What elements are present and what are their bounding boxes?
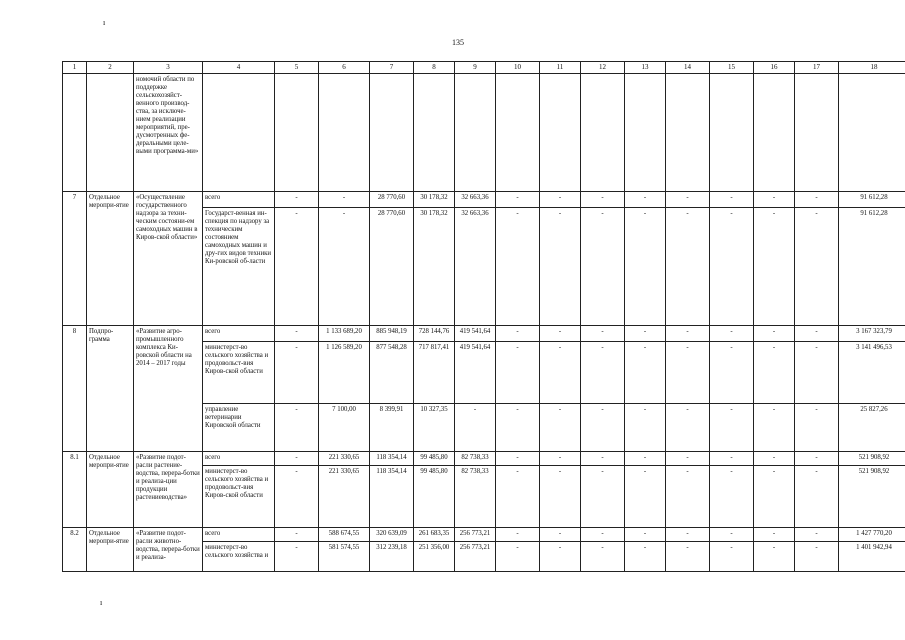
value-cell: 1 126 589,20 [319, 342, 370, 404]
value-cell: - [710, 342, 754, 404]
value-cell: 7 100,00 [319, 404, 370, 452]
value-cell: - [275, 466, 319, 528]
executor-cell: всего [203, 528, 275, 542]
value-cell: - [666, 192, 710, 208]
column-header: 6 [319, 62, 370, 74]
column-header: 8 [414, 62, 455, 74]
value-cell: 717 817,41 [414, 342, 455, 404]
value-cell: - [625, 452, 666, 466]
column-header: 18 [839, 62, 905, 74]
value-cell: - [710, 466, 754, 528]
total-cell: 91 612,28 [839, 208, 905, 326]
value-cell: - [540, 466, 581, 528]
column-header: 11 [540, 62, 581, 74]
executor-cell: всего [203, 192, 275, 208]
column-header: 3 [134, 62, 203, 74]
value-cell: - [710, 326, 754, 342]
total-cell: 3 167 323,79 [839, 326, 905, 342]
value-cell: - [581, 528, 625, 542]
value-cell: - [496, 326, 540, 342]
value-cell: - [275, 192, 319, 208]
value-cell: 256 773,21 [455, 528, 496, 542]
value-cell: - [666, 208, 710, 326]
total-cell: 25 827,26 [839, 404, 905, 452]
value-cell: - [496, 466, 540, 528]
value-cell: 877 548,28 [370, 342, 414, 404]
column-number-row [63, 62, 905, 74]
value-cell: - [795, 542, 839, 572]
value-cell: - [625, 326, 666, 342]
scan-mark: ı [103, 18, 106, 27]
value-cell: - [795, 528, 839, 542]
value-cell: 885 948,19 [370, 326, 414, 342]
column-header: 13 [625, 62, 666, 74]
row-type: Подпро-грамма [87, 326, 134, 452]
value-cell: - [275, 326, 319, 342]
value-cell: - [581, 208, 625, 326]
value-cell: - [710, 452, 754, 466]
value-cell: - [625, 342, 666, 404]
value-cell: 82 738,33 [455, 452, 496, 466]
executor-cell: Государст-венная ин-спекция по надзору за техническим состоянием самоходных машин и дру-гих видов техники Ки-ровской об-ласти [203, 208, 275, 326]
row-number: 8.2 [63, 528, 87, 572]
column-header: 4 [203, 62, 275, 74]
value-cell: - [275, 542, 319, 572]
value-cell: - [710, 404, 754, 452]
value-cell: - [496, 342, 540, 404]
value-cell: 419 541,64 [455, 326, 496, 342]
row-name: «Развитие подот-расли животно-водства, перера-ботки и реализа- [134, 528, 203, 572]
value-cell: - [540, 542, 581, 572]
column-header: 9 [455, 62, 496, 74]
value-cell: 728 144,76 [414, 326, 455, 342]
value-cell: - [455, 404, 496, 452]
value-cell: - [540, 528, 581, 542]
value-cell: 419 541,64 [455, 342, 496, 404]
value-cell: - [754, 528, 795, 542]
value-cell: - [625, 466, 666, 528]
value-cell: 32 663,36 [455, 208, 496, 326]
value-cell: - [275, 342, 319, 404]
value-cell: - [795, 452, 839, 466]
column-header: 1 [63, 62, 87, 74]
page-number: 135 [452, 38, 464, 47]
total-cell: 1 427 770,20 [839, 528, 905, 542]
value-cell: - [710, 192, 754, 208]
value-cell: - [625, 528, 666, 542]
value-cell: 30 178,32 [414, 192, 455, 208]
scan-mark: ı [100, 598, 103, 607]
value-cell: 581 574,55 [319, 542, 370, 572]
executor-cell: министерст-во сельского хозяйства и продовольст-вия Киров-ской области [203, 466, 275, 528]
value-cell: 312 239,18 [370, 542, 414, 572]
total-cell: 3 141 496,53 [839, 342, 905, 404]
value-cell: - [319, 192, 370, 208]
value-cell: - [275, 208, 319, 326]
total-cell: 521 908,92 [839, 466, 905, 528]
value-cell: - [540, 326, 581, 342]
column-header: 16 [754, 62, 795, 74]
value-cell: - [540, 208, 581, 326]
row-type: Отдельное меропри-ятие [87, 528, 134, 572]
value-cell: - [666, 542, 710, 572]
value-cell: 221 330,65 [319, 466, 370, 528]
table-row [63, 192, 905, 208]
value-cell: - [581, 326, 625, 342]
value-cell: - [540, 404, 581, 452]
column-header: 12 [581, 62, 625, 74]
executor-cell: министерст-во сельского хозяйства и продовольст-вия Киров-ской области [203, 342, 275, 404]
value-cell: - [496, 404, 540, 452]
value-cell: - [754, 326, 795, 342]
value-cell: 10 327,35 [414, 404, 455, 452]
total-cell: 1 401 942,94 [839, 542, 905, 572]
row-name: «Развитие агро-промышленного комплекса Ки-ровской области на 2014 – 2017 годы [134, 326, 203, 452]
value-cell: - [275, 452, 319, 466]
table-row [63, 452, 905, 466]
value-cell: 32 663,36 [455, 192, 496, 208]
column-header: 7 [370, 62, 414, 74]
row-number: 8 [63, 326, 87, 452]
row-type: Отдельное меропри-ятие [87, 452, 134, 528]
value-cell: 30 178,32 [414, 208, 455, 326]
value-cell: - [666, 326, 710, 342]
value-cell: 8 399,91 [370, 404, 414, 452]
value-cell: - [275, 404, 319, 452]
value-cell: 320 639,09 [370, 528, 414, 542]
row-number: 7 [63, 192, 87, 326]
column-header: 15 [710, 62, 754, 74]
executor-cell: управление ветеринарии Кировской области [203, 404, 275, 452]
value-cell: 118 354,14 [370, 452, 414, 466]
value-cell: - [275, 528, 319, 542]
column-header: 2 [87, 62, 134, 74]
value-cell: - [496, 528, 540, 542]
column-header: 5 [275, 62, 319, 74]
value-cell: - [581, 466, 625, 528]
continuation-name-cell: номочий области по поддержке сельскохозяйст-венного производ-ства, за исключе-нием реализации мероприятий, пре-дусмотренных фе-деральными целе-выми программа-ми» [134, 74, 203, 192]
row-name: «Развитие подот-расли растение-водства, перера-ботки и реализа-ции продукции растениеводства» [134, 452, 203, 528]
value-cell: - [581, 542, 625, 572]
value-cell: - [666, 342, 710, 404]
executor-cell: всего [203, 452, 275, 466]
value-cell: 221 330,65 [319, 452, 370, 466]
value-cell: - [666, 404, 710, 452]
total-cell: 91 612,28 [839, 192, 905, 208]
value-cell: - [795, 404, 839, 452]
value-cell: 28 770,60 [370, 208, 414, 326]
value-cell: 588 674,55 [319, 528, 370, 542]
value-cell: - [625, 208, 666, 326]
executor-cell: всего [203, 326, 275, 342]
value-cell: - [754, 452, 795, 466]
table-row [63, 326, 905, 342]
value-cell: - [540, 342, 581, 404]
value-cell: - [754, 542, 795, 572]
value-cell: - [540, 192, 581, 208]
value-cell: - [795, 326, 839, 342]
value-cell: 99 485,80 [414, 466, 455, 528]
value-cell: 28 770,60 [370, 192, 414, 208]
column-header: 14 [666, 62, 710, 74]
value-cell: - [625, 542, 666, 572]
value-cell: 82 738,33 [455, 466, 496, 528]
value-cell: - [754, 404, 795, 452]
value-cell: - [666, 528, 710, 542]
value-cell: 118 354,14 [370, 466, 414, 528]
value-cell: - [754, 192, 795, 208]
value-cell: - [795, 342, 839, 404]
value-cell: - [496, 542, 540, 572]
value-cell: - [319, 208, 370, 326]
row-name: «Осуществление государственного надзора за техни-ческим состояни-ем самоходных машин в Киров-ской области» [134, 192, 203, 326]
value-cell: - [754, 342, 795, 404]
executor-cell: министерст-во сельского хозяйства и [203, 542, 275, 572]
row-number: 8.1 [63, 452, 87, 528]
column-header: 17 [795, 62, 839, 74]
value-cell: - [581, 192, 625, 208]
value-cell: - [581, 404, 625, 452]
value-cell: - [625, 192, 666, 208]
value-cell: - [540, 452, 581, 466]
value-cell: 261 683,35 [414, 528, 455, 542]
value-cell: - [795, 192, 839, 208]
value-cell: - [795, 208, 839, 326]
value-cell: - [710, 208, 754, 326]
value-cell: 99 485,80 [414, 452, 455, 466]
value-cell: - [496, 192, 540, 208]
value-cell: - [581, 452, 625, 466]
value-cell: - [666, 452, 710, 466]
budget-table [62, 61, 905, 572]
column-header: 10 [496, 62, 540, 74]
table-row [63, 528, 905, 542]
value-cell: - [754, 466, 795, 528]
value-cell: - [496, 208, 540, 326]
value-cell: - [710, 542, 754, 572]
continuation-row [63, 74, 905, 192]
total-cell: 521 908,92 [839, 452, 905, 466]
value-cell: - [581, 342, 625, 404]
value-cell: - [496, 452, 540, 466]
value-cell: - [710, 528, 754, 542]
value-cell: 251 356,00 [414, 542, 455, 572]
value-cell: - [666, 466, 710, 528]
value-cell: 1 133 689,20 [319, 326, 370, 342]
value-cell: 256 773,21 [455, 542, 496, 572]
row-type: Отдельное меропри-ятие [87, 192, 134, 326]
value-cell: - [795, 466, 839, 528]
value-cell: - [754, 208, 795, 326]
value-cell: - [625, 404, 666, 452]
